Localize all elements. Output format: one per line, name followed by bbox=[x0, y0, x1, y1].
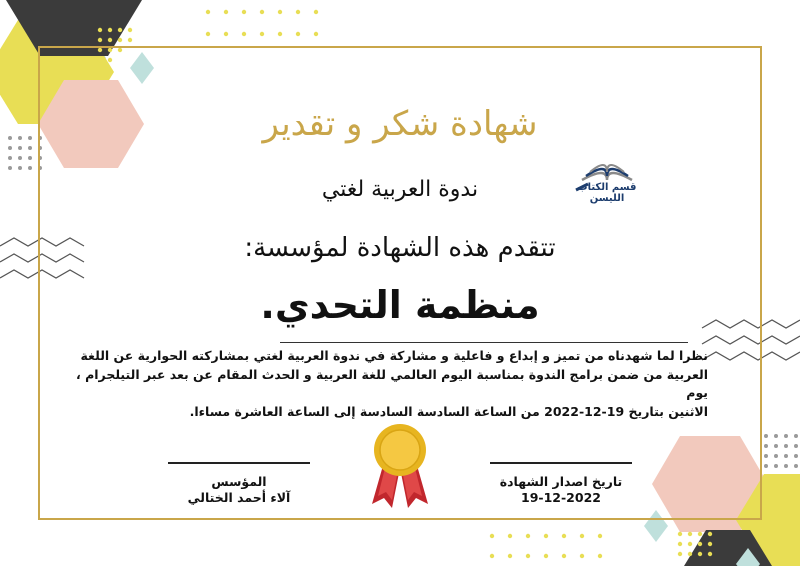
certificate-body bbox=[72, 347, 708, 421]
founder-signature-line bbox=[168, 462, 310, 464]
recipient-underline bbox=[280, 342, 688, 343]
founder-name: آلاء أحمد الختالي bbox=[187, 490, 291, 505]
issue-date-label: تاريخ اصدار الشهادة bbox=[499, 474, 623, 489]
grey-dot-grid-right bbox=[764, 434, 798, 468]
lead-text: تتقدم هذه الشهادة لمؤسسة: bbox=[244, 233, 556, 263]
founder-label: المؤسس bbox=[211, 474, 267, 489]
date-signature-line bbox=[490, 462, 632, 464]
body-line: العربية من ضمن برامج الندوة بمناسبة اليوم العالمي للغة العربية و الحدث المقام عن بعد عبر التيلجرام ، يوم bbox=[76, 366, 708, 400]
event-name: ندوة العربية لغتي bbox=[321, 177, 479, 202]
medal-icon bbox=[360, 420, 440, 512]
yellow-dot-row-top bbox=[206, 10, 318, 36]
issue-date-value: 19-12-2022 bbox=[521, 490, 601, 505]
logo-caption: قسم الكتاب الليسن bbox=[577, 182, 637, 204]
recipient-name: منظمة التحدي. bbox=[260, 283, 540, 327]
body-line: الاثنين بتاريخ 19-12-2022 من الساعة السادسة السادسة إلى الساعة العاشرة مساءا. bbox=[189, 403, 708, 419]
yellow-dot-row-bottom bbox=[490, 534, 602, 558]
body-line: نظرا لما شهدناه من تميز و إبداع و فاعلية و مشاركة في ندوة العربية لغتي بمشاركته الحوارية عن اللغة bbox=[80, 348, 708, 363]
grey-dot-grid-left bbox=[8, 136, 42, 170]
certificate-title: شهادة شكر و تقدير bbox=[262, 104, 538, 144]
